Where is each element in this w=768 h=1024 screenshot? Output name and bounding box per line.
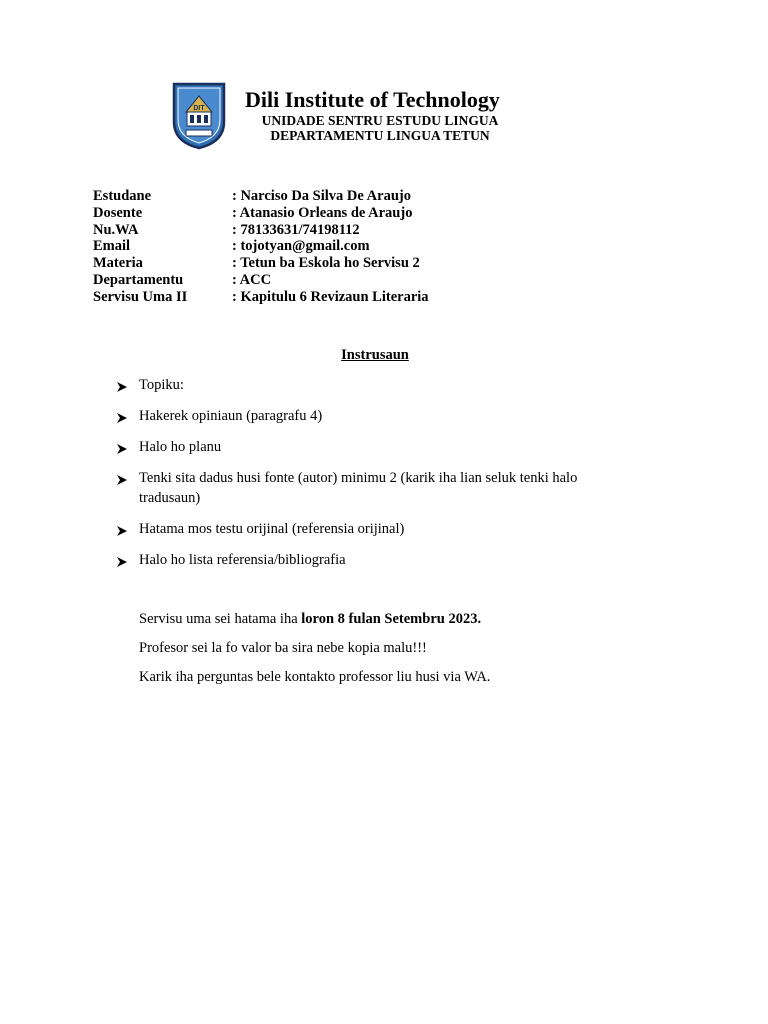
info-label: Materia bbox=[93, 255, 143, 272]
list-item bbox=[116, 437, 636, 461]
info-value: : tojotyan@gmail.com bbox=[232, 238, 370, 255]
list-item bbox=[116, 519, 636, 543]
list-item-text: Tenki sita dadus husi fonte (autor) minimu 2 (karik iha lian seluk tenki halo tradusaun) bbox=[139, 470, 578, 506]
list-item bbox=[116, 375, 636, 399]
info-row bbox=[93, 238, 429, 255]
list-item-text: Halo ho lista referensia/bibliografia bbox=[139, 552, 346, 568]
deadline-prefix: Servisu uma sei hatama iha bbox=[139, 611, 302, 627]
info-label: Email bbox=[93, 238, 131, 255]
warning-note: Profesor sei la fo valor ba sira nebe kopia malu!!! bbox=[139, 640, 427, 656]
info-value: : ACC bbox=[232, 271, 272, 288]
arrowhead-bullet-icon bbox=[116, 437, 139, 461]
list-item-text: Halo ho planu bbox=[139, 439, 222, 455]
arrowhead-bullet-icon bbox=[116, 550, 139, 574]
info-label: Nu.WA bbox=[93, 221, 139, 238]
info-row bbox=[93, 255, 429, 272]
dit-shield-logo-icon bbox=[172, 82, 226, 150]
logo-text: DIT bbox=[193, 105, 205, 112]
deadline-date: loron 8 fulan Setembru 2023. bbox=[301, 611, 482, 627]
info-value: : Narciso Da Silva De Araujo bbox=[232, 188, 411, 204]
info-value: : 78133631/74198112 bbox=[232, 221, 360, 238]
arrowhead-bullet-icon bbox=[116, 375, 139, 399]
unit-subtitle: UNIDADE SENTRU ESTUDU LINGUA bbox=[261, 113, 499, 128]
info-label: Dosente bbox=[93, 204, 143, 221]
list-item-text: Hatama mos testu orijinal (referensia orijinal) bbox=[139, 521, 405, 537]
info-value: : Atanasio Orleans de Araujo bbox=[232, 204, 413, 221]
department-subtitle: DEPARTAMENTU LINGUA TETUN bbox=[270, 128, 490, 143]
info-label: Departamentu bbox=[93, 271, 184, 288]
info-label: Estudane bbox=[93, 188, 152, 204]
list-item bbox=[116, 406, 636, 430]
arrowhead-bullet-icon bbox=[116, 468, 139, 508]
info-label: Servisu Uma II bbox=[93, 288, 188, 305]
info-row bbox=[93, 188, 429, 205]
arrowhead-bullet-icon bbox=[116, 406, 139, 430]
list-item-text: Topiku: bbox=[139, 377, 184, 393]
deadline-note bbox=[139, 611, 481, 628]
info-value: : Tetun ba Eskola ho Servisu 2 bbox=[232, 255, 420, 272]
info-row bbox=[93, 272, 429, 289]
list-item-text: Hakerek opiniaun (paragrafu 4) bbox=[139, 408, 323, 424]
contact-note: Karik iha perguntas bele kontakto professor liu husi via WA. bbox=[139, 669, 491, 685]
institution-title: Dili Institute of Technology bbox=[245, 87, 500, 112]
info-row bbox=[93, 289, 429, 306]
info-row bbox=[93, 222, 429, 239]
list-item bbox=[116, 550, 636, 574]
info-row bbox=[93, 205, 429, 222]
list-item bbox=[116, 468, 636, 508]
instructions-heading: Instrusaun bbox=[341, 347, 409, 363]
info-value: : Kapitulu 6 Revizaun Literaria bbox=[232, 288, 429, 305]
arrowhead-bullet-icon bbox=[116, 519, 139, 543]
student-info bbox=[93, 188, 429, 306]
